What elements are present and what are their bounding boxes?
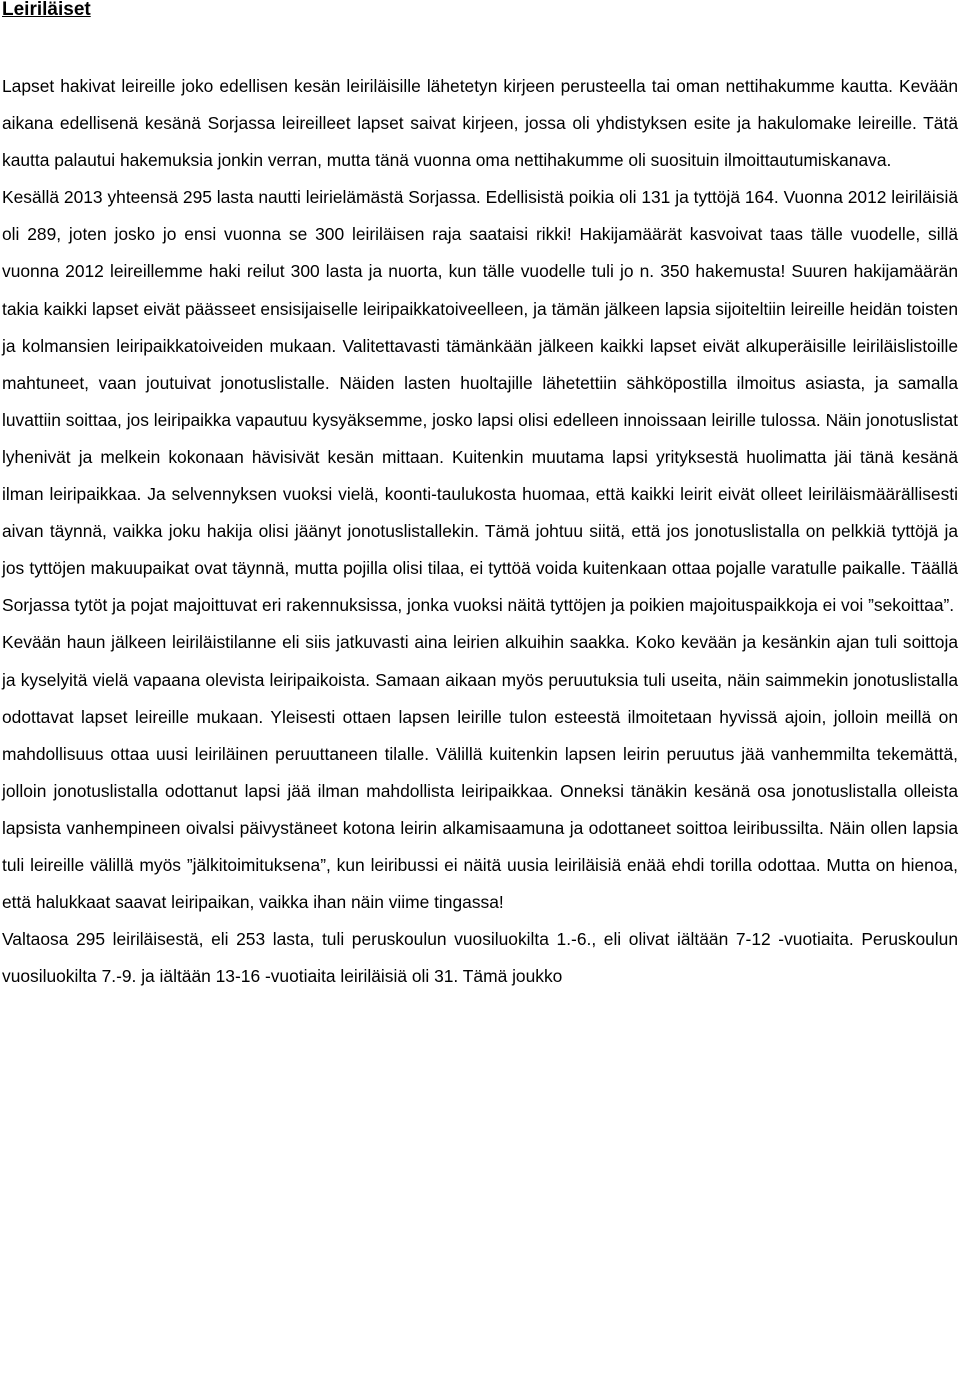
paragraph-camper-counts: Kesällä 2013 yhteensä 295 lasta nautti leirielämästä Sorjassa. Edellisistä poikia oli 131 ja tyttöjä 164. Vuonna 2012 leiriläisiä oli 289, joten josko jo ensi vuonna se 300 leiriläisen raja saataisi rikki! Hakijamäärät kasvoivat taas tälle vuodelle, sillä vuonna 2012 leireillemme haki reilut 300 lasta ja nuorta, kun tälle vuodelle tuli jo n. 350 hakemusta! Suuren hakijamäärän takia kaikki lapset eivät päässeet ensisijaiselle leiripaikkatoiveelleen, ja tämän jälkeen lapsia sijoiteltiin leireille heidän toisten ja kolmansien leiripaikkatoiveiden mukaan. Valitettavasti tämänkään jälkeen kaikki lapset eivät alkuperäisille leiriläislistoille mahtuneet, vaan joutuivat jonotuslistalle. Näiden lasten huoltajille lähetettiin sähköpostilla ilmoitus asiasta, ja samalla luvattiin soittaa, jos leiripaikka vapautuu kysyäksemme, josko lapsi olisi edelleen innoissaan leirille tulossa. Näin jonotuslistat lyhenivät ja melkein kokonaan hävisivät kesän mittaan. Kuitenkin muutama lapsi yrityksestä huolimatta jäi tänä kesänä ilman leiripaikkaa. Ja selvennyksen vuoksi vielä, koonti-taulukosta huomaa, että kaikki leirit eivät olleet leiriläismäärällisesti aivan täynnä, vaikka joku hakija olisi jäänyt jonotuslistallekin. Tämä johtuu siitä, että jos jonotuslistalla on pelkkiä tyttöjä ja jos tyttöjen makuupaikat ovat täynnä, mutta pojilla olisi tilaa, ei tyttöä voida kuitenkaan ottaa pojalle varatulle paikalle. Täällä Sorjassa tytöt ja pojat majoittuvat eri rakennuksissa, jonka vuoksi näitä tyttöjen ja poikien majoituspaikkoja ei voi ”sekoittaa”. [2,187,959,616]
paragraph-applications: Lapset hakivat leireille joko edellisen kesän leiriläisille lähetetyn kirjeen perusteella tai oman nettihakumme kautta. Kevään aikana edellisenä kesänä Sorjassa leireilleet lapset saivat kirjeen, jossa oli yhdistyksen esite ja hakulomake leireille. Tätä kautta palautui hakemuksia jonkin verran, mutta tänä vuonna oma nettihakumme oli suosituin ilmoittautumiskanava. [2,76,958,171]
paragraph-waiting-list: Kevään haun jälkeen leiriläistilanne eli siis jatkuvasti aina leirien alkuihin saakka. Koko kevään ja kesänkin ajan tuli soittoja ja kyselyitä vielä vapaana olevista leiripaikoista. Samaan aikaan myös peruutuksia tuli useita, näin saimmekin jonotuslistalla odottavat lapset leireille mukaan. Yleisesti ottaen lapsen leirille tulon esteestä ilmoitetaan hyvissä ajoin, jolloin meillä on mahdollisuus ottaa uusi leiriläinen peruuttaneen tilalle. Välillä kuitenkin lapsen leirin peruutus jää vanhemmilta tekemättä, jolloin jonotuslistalla odottanut lapsi jää ilman mahdollista leiripaikkaa. Onneksi tänäkin kesänä osa jonotuslistalla olleista lapsista vanhempineen oivalsi päivystäneet kotona leirin alkamisaamuna ja odottaneet soittoa leiribussilta. Näin ollen lapsia tuli leireille välillä myös ”jälkitoimituksena”, kun leiribussi ei näitä uusia leiriläisiä enää ehdi torilla odottaa. Mutta on hienoa, että halukkaat saavat leiripaikan, vaikka ihan näin viime tingassa! [2,632,958,913]
paragraph-age-groups: Valtaosa 295 leiriläisestä, eli 253 lasta, tuli peruskoulun vuosiluokilta 1.-6., eli olivat iältään 7-12 -vuotiaita. Peruskoulun vuosiluokilta 7.-9. ja iältään 13-16 -vuotiaita leiriläisiä oli 31. Tämä joukko [2,929,958,987]
document-title: Leiriläiset [2,0,91,20]
document-body [2,68,958,995]
